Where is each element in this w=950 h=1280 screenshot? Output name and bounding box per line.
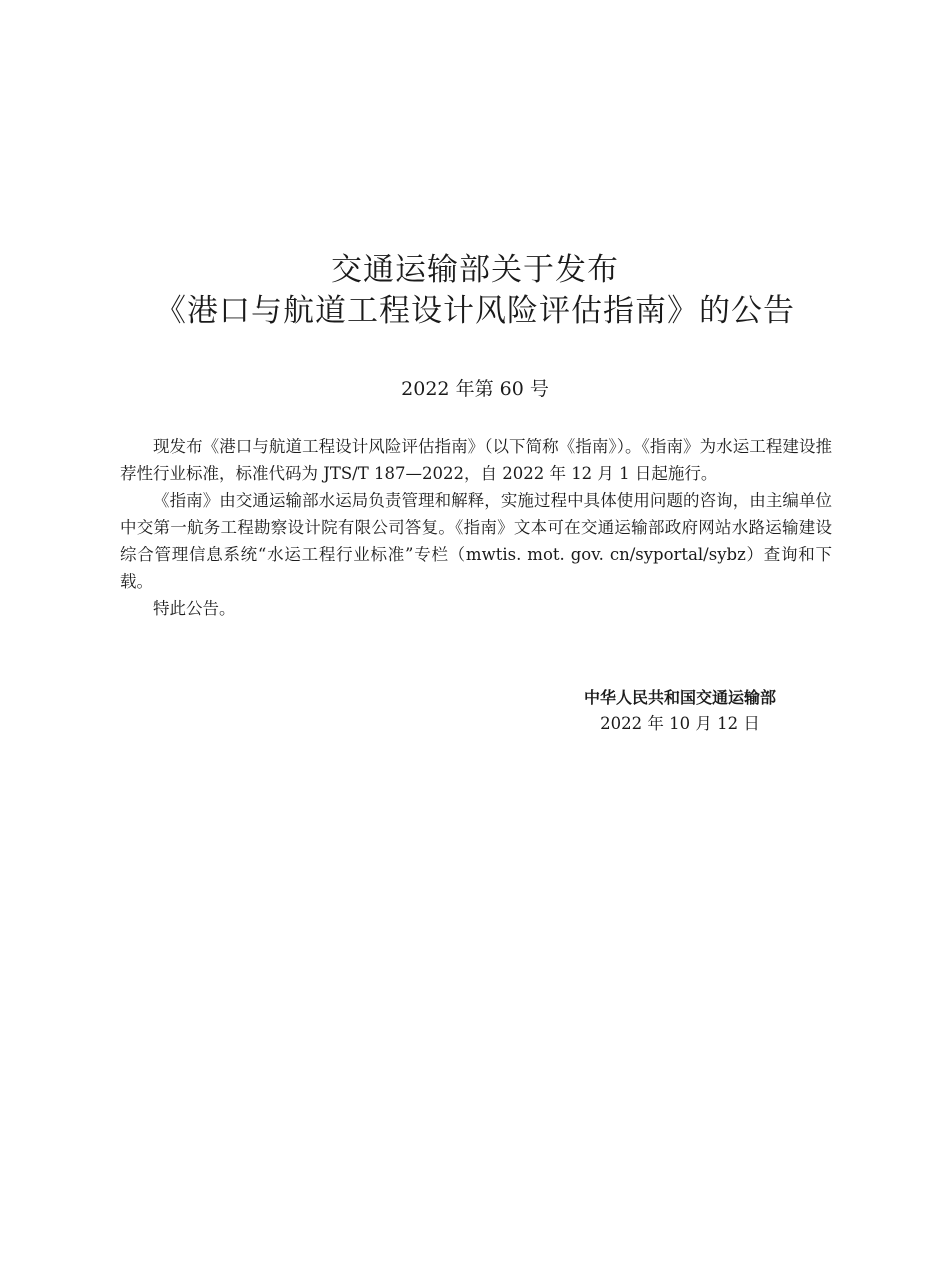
body-paragraph-1: 现发布《港口与航道工程设计风险评估指南》（以下简称《指南》）。《指南》为水运工程建设推荐性行业标准，标准代码为 JTS/T 187—2022，自 2022 年 12 月 1 日起施行。: [120, 437, 832, 483]
body-paragraph-3: 特此公告。: [153, 599, 236, 618]
document-body: [120, 433, 832, 622]
signature-date: 2022 年 10 月 12 日: [600, 714, 760, 733]
document-title-line-2: 《港口与航道工程设计风险评估指南》的公告: [155, 293, 795, 329]
document-title-line-1: 交通运输部关于发布: [331, 252, 619, 288]
body-paragraph-2: 《指南》由交通运输部水运局负责管理和解释，实施过程中具体使用问题的咨询，由主编单位中交第一航务工程勘察设计院有限公司答复。《指南》文本可在交通运输部政府网站水路运输建设综合管理信息系统“水运工程行业标准”专栏（mwtis. mot. gov. cn/syportal/sybz）查询和下载。: [120, 491, 832, 591]
signature-organization: 中华人民共和国交通运输部: [583, 688, 776, 707]
document-number: 2022 年第 60 号: [401, 378, 549, 400]
